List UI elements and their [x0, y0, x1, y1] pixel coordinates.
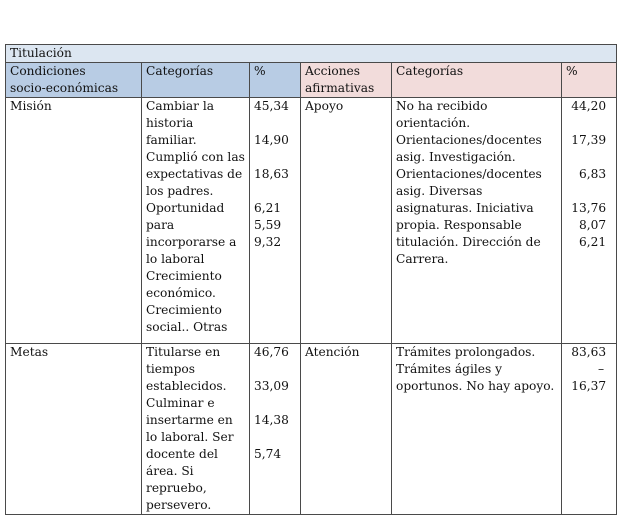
- header-action-percent: %: [562, 63, 617, 98]
- percent-value: 45,34: [254, 99, 289, 113]
- action-categories-cell: [392, 344, 562, 515]
- header-actions-line1: Acciones: [305, 64, 361, 78]
- categories-cell: [142, 98, 250, 344]
- table-row: [6, 344, 617, 515]
- categories-text: Titularse en tiempos establecidos. Culminar e insertarme en lo laboral. Ser docente del área. Si repruebo, persevero.: [146, 345, 234, 512]
- action-cell: Atención: [301, 344, 392, 515]
- categories-text: Cambiar la historia familiar. Cumplió con las expectativas de los padres. Oportunidad para incorporarse a lo laboral Crecimiento económico. Crecimiento social.. Otras: [146, 99, 245, 334]
- header-conditions-line1: Condiciones: [10, 64, 86, 78]
- header-action-categories: Categorías: [392, 63, 562, 98]
- action-cell: Apoyo: [301, 98, 392, 344]
- condition-cell: Metas: [6, 344, 142, 515]
- action-percent-value: 83,63: [571, 345, 607, 359]
- percent-value: 14,38: [254, 413, 289, 427]
- percent-value: 14,90: [254, 133, 289, 147]
- percent-value: 18,63: [254, 167, 289, 181]
- action-categories-text: No ha recibido orientación. Orientaciones/docentes asig. Investigación. Orientaciones/docentes asig. Diversas asignaturas. Iniciativa propia. Responsable titulación. Dirección de Carrera.: [396, 99, 542, 266]
- percent-value: 46,76: [254, 345, 289, 359]
- categories-cell: [142, 344, 250, 515]
- action-categories-text: Trámites prolongados. Trámites ágiles y oportunos. No hay apoyo.: [396, 345, 555, 393]
- header-percent: %: [250, 63, 301, 98]
- action-percent-value: 8,07: [578, 218, 607, 232]
- header-categories: Categorías: [142, 63, 250, 98]
- percent-value: 9,32: [254, 235, 282, 249]
- header-row: [6, 63, 617, 98]
- action-categories-cell: [392, 98, 562, 344]
- percent-value: 33,09: [254, 379, 289, 393]
- condition-cell: Misión: [6, 98, 142, 344]
- percent-value: 5,59: [254, 218, 282, 232]
- table-row: [6, 98, 617, 344]
- percent-cell: [250, 98, 301, 344]
- titulacion-table: [5, 44, 617, 515]
- table-title: Titulación: [6, 45, 617, 63]
- action-percent-value: 17,39: [571, 133, 607, 147]
- action-percent-cell: [562, 344, 617, 515]
- action-percent-value: 44,20: [571, 99, 607, 113]
- header-conditions: [6, 63, 142, 98]
- header-actions: [301, 63, 392, 98]
- percent-value: 5,74: [254, 447, 282, 461]
- action-percent-value: 13,76: [571, 201, 607, 215]
- action-percent-value: 6,83: [578, 167, 607, 181]
- percent-value: 6,21: [254, 201, 282, 215]
- action-percent-value: 16,37: [571, 379, 607, 393]
- percent-cell: [250, 344, 301, 515]
- action-percent-value: 6,21: [578, 235, 607, 249]
- header-actions-line2: afirmativas: [305, 81, 375, 95]
- action-percent-value: –: [597, 362, 605, 376]
- header-conditions-line2: socio-económicas: [10, 81, 119, 95]
- action-percent-cell: [562, 98, 617, 344]
